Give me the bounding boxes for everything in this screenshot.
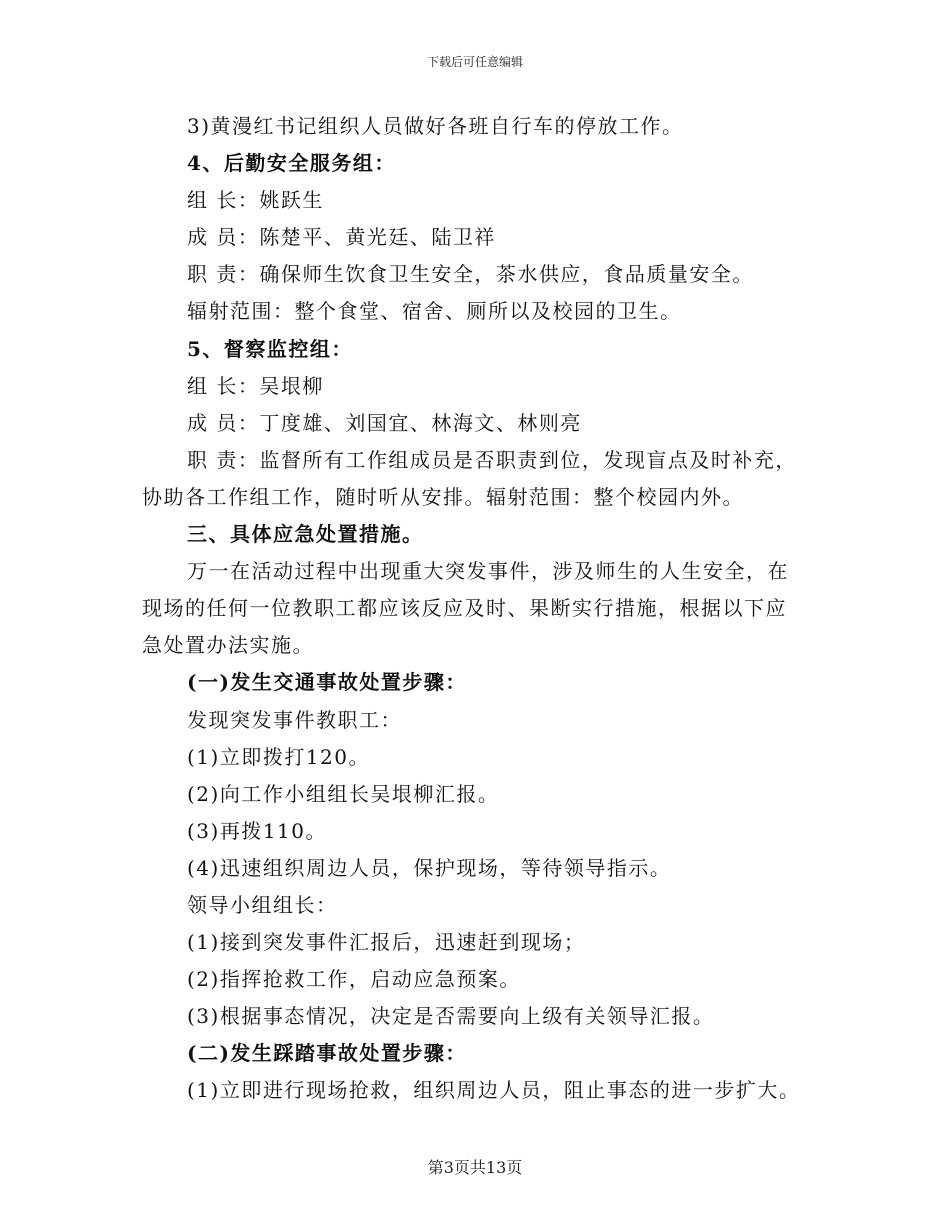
paragraph-supervision-leader: 组 长：吴垠柳 [187, 373, 324, 398]
page-footer: 第3页共13页 [427, 1158, 523, 1177]
paragraph-bicycle-parking: 3)黄漫红书记组织人员做好各班自行车的停放工作。 [187, 114, 684, 138]
paragraph-staff-discovering: 发现突发事件教职工： [187, 707, 402, 732]
document-body [142, 108, 807, 1110]
paragraph-supervision-duties: 职 责：监督所有工作组成员是否职责到位，发现盲点及时补充，协助各工作组工作，随时听从安排。辐射范围：整个校园内外。 [142, 447, 797, 509]
section-heading-logistics-group: 4、后勤安全服务组： [187, 151, 396, 176]
paragraph-logistics-duties: 职 责：确保师生饮食卫生安全，茶水供应，食品质量安全。 [187, 262, 754, 287]
section-heading-supervision-group: 5、督察监控组： [187, 336, 353, 361]
paragraph-leading-group-leader: 领导小组组长： [187, 892, 338, 917]
list-item-call-110: (3)再拨110。 [187, 818, 328, 843]
section-heading-emergency-measures: 三、具体应急处置措施。 [187, 522, 424, 547]
subsection-heading-traffic-accident: (一)发生交通事故处置步骤： [187, 670, 467, 695]
list-item-protect-scene: (4)迅速组织周边人员，保护现场，等待领导指示。 [187, 855, 672, 880]
list-item-call-120: (1)立即拨打120。 [187, 744, 371, 769]
list-item-report-leader: (2)向工作小组组长吴垠柳汇报。 [187, 781, 500, 806]
paragraph-logistics-members: 成 员：陈楚平、黄光廷、陆卫祥 [187, 225, 496, 250]
paragraph-logistics-leader: 组 长：姚跃生 [187, 188, 324, 213]
list-item-report-superiors: (3)根据事态情况，决定是否需要向上级有关领导汇报。 [187, 1004, 715, 1029]
subsection-heading-stampede-accident: (二)发生踩踏事故处置步骤： [187, 1041, 467, 1066]
list-item-onsite-rescue: (1)立即进行现场抢救，组织周边人员，阻止事态的进一步扩大。 [187, 1078, 801, 1103]
paragraph-supervision-members: 成 员：丁度雄、刘国宜、林海文、林则亮 [187, 410, 582, 435]
list-item-direct-rescue: (2)指挥抢救工作，启动应急预案。 [187, 967, 521, 992]
list-item-rush-to-scene: (1)接到突发事件汇报后，迅速赶到现场； [187, 930, 586, 955]
paragraph-emergency-intro: 万一在活动过程中出现重大突发事件，涉及师生的人生安全，在现场的任何一位教职工都应该反应及时、果断实行措施，根据以下应急处置办法实施。 [142, 559, 789, 658]
paragraph-logistics-scope: 辐射范围：整个食堂、宿舍、厕所以及校园的卫生。 [187, 299, 682, 324]
page-header: 下载后可任意编辑 [426, 55, 523, 69]
